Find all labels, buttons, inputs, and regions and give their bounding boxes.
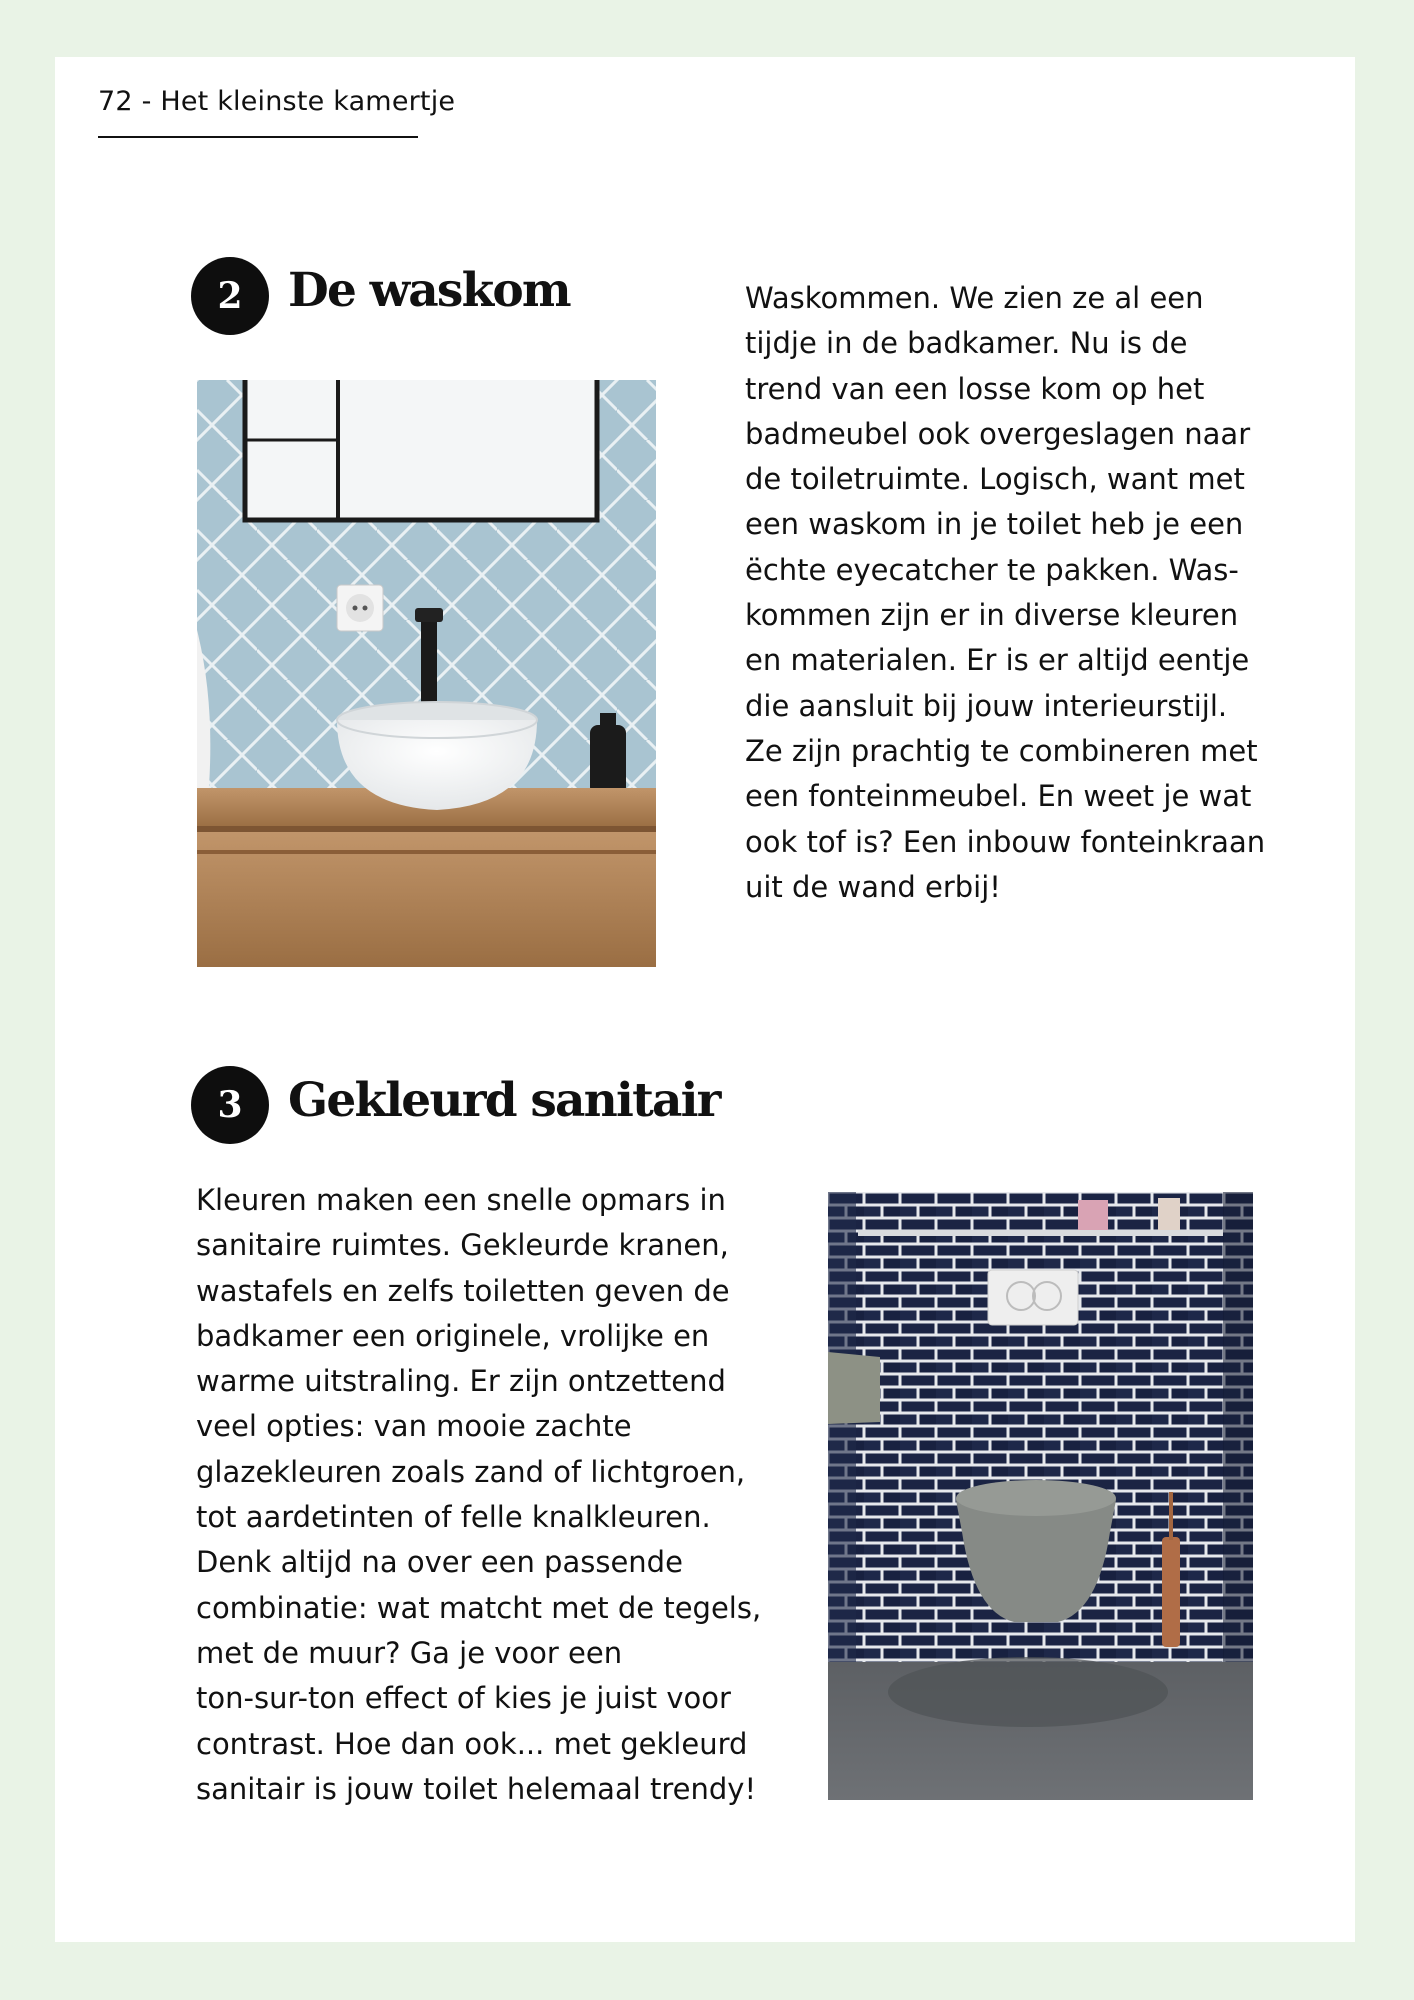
section-body-text: Kleuren maken een snelle opmars in sanitaire ruimtes. Gekleurde kranen, wastafels en zelfs toiletten geven de badkamer een originele, vrolijke en warme uitstraling. Er zijn ontzettend veel opties: van mooie zachte glazekleuren zoals zand of lichtgroen, tot aardetinten of felle knalkleuren. Denk altijd na over een passende combinatie: wat matcht met de tegels, met de muur? Ga je voor een ton-sur-ton effect of kies je juist voor contrast. Hoe dan ook... met gekleurd sanitair is jouw toilet helemaal trendy! xyxy=(196,1183,762,1806)
running-head-rule xyxy=(98,136,418,138)
washbasin-illustration xyxy=(197,380,656,967)
running-head xyxy=(98,86,455,117)
running-head-separator: - xyxy=(141,86,152,117)
washbasin-photo xyxy=(197,380,656,967)
running-head-section: Het kleinste kamertje xyxy=(160,86,456,117)
section-body-text: Waskommen. We zien ze al een tijdje in de badkamer. Nu is de trend van een losse kom op het badmeubel ook overgeslagen naar de toiletruimte. Logisch, want met een waskom in je toilet heb je een ëchte eyecatcher te pakken. Was- kommen zijn er in diverse kleuren en materialen. Er is er altijd eentje die aansluit bij jouw interieurstijl. Ze zijn prachtig te combineren met een fonteinmeubel. En weet je wat ook tof is? Een inbouw fonteinkraan uit de wand erbij! xyxy=(745,281,1266,904)
section-number-badge: 3 xyxy=(191,1066,269,1144)
section-title: Gekleurd sanitair xyxy=(288,1073,720,1128)
page-number: 72 xyxy=(98,86,133,117)
toilet-illustration xyxy=(828,1192,1253,1800)
section-title: De waskom xyxy=(288,263,570,318)
section-number-badge: 2 xyxy=(191,257,269,335)
toilet-photo xyxy=(828,1192,1253,1800)
